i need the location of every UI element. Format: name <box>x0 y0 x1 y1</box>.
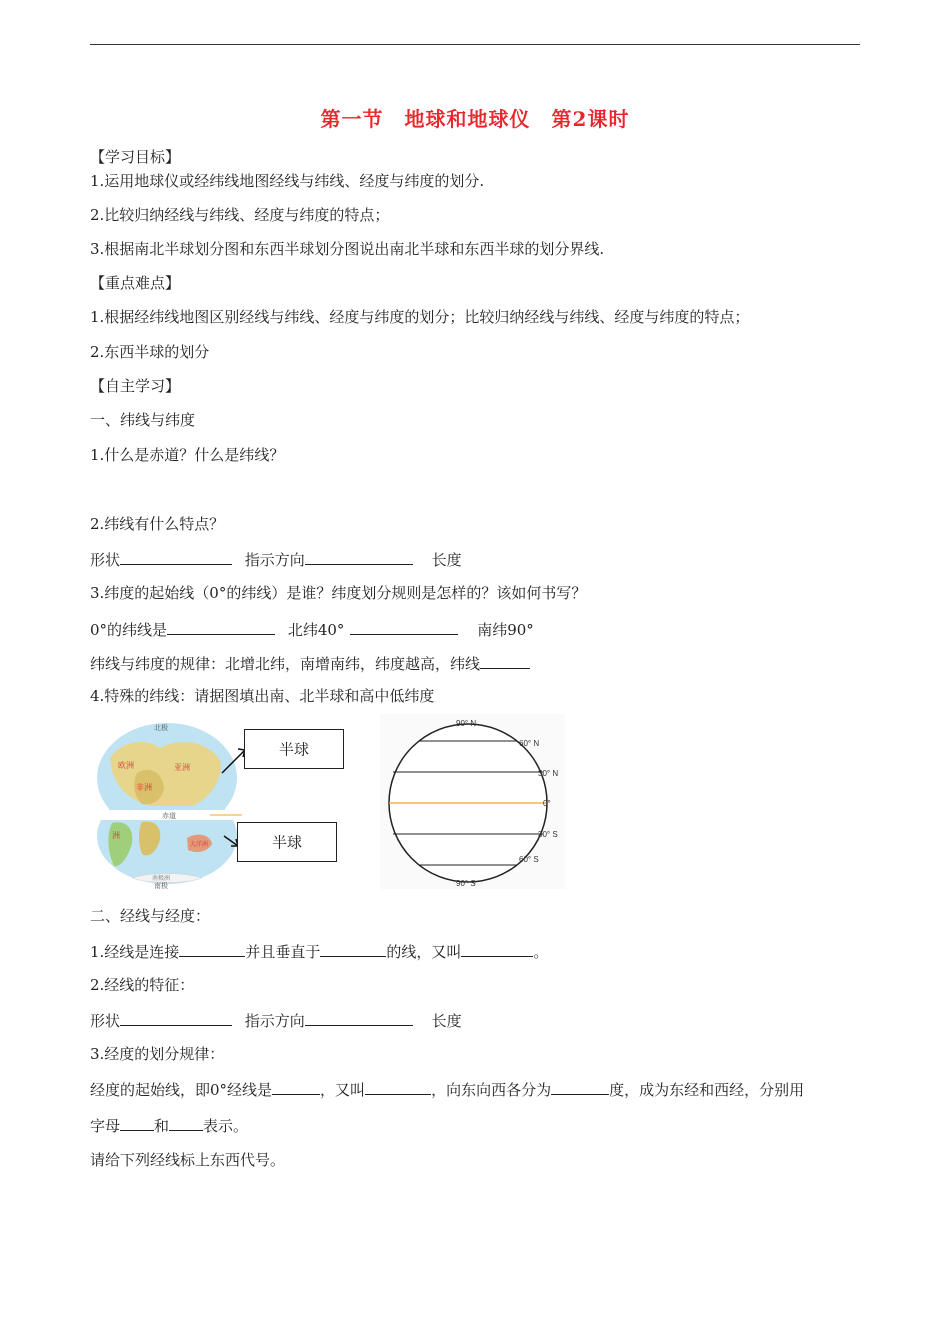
lat-label-30s: 30° S <box>538 830 558 839</box>
letter-rule-b: 和 <box>154 1117 170 1135</box>
northern-hemisphere-box-label: 半球 <box>278 740 309 759</box>
latitude-zones-figure <box>380 714 565 889</box>
meridian-def-c: 的线，又叫 <box>386 943 462 961</box>
lat-label-30n: 30° N <box>538 769 559 778</box>
direction-blank-2[interactable] <box>305 1009 413 1026</box>
meridian-def-d: 。 <box>533 943 549 961</box>
south-america-label: 洲 <box>112 831 120 840</box>
part1-q4: 4.特殊的纬线：请据图填出南、北半球和高中低纬度 <box>90 687 435 705</box>
letter-blank-1[interactable] <box>120 1114 154 1131</box>
part2-q3: 3.经度的划分规律： <box>90 1045 225 1063</box>
letter-rule-a: 字母 <box>90 1117 121 1135</box>
meridian-def-a: 1.经线是连接 <box>90 943 180 961</box>
europe-label: 欧洲 <box>118 761 134 770</box>
letter-blank-2[interactable] <box>169 1114 203 1131</box>
longitude-blank-3[interactable] <box>551 1078 609 1095</box>
lat-label-0: 0° <box>543 799 551 808</box>
direction-blank[interactable] <box>305 548 413 565</box>
southern-hemisphere-box-label: 半球 <box>271 833 302 852</box>
page-title: 第一节 地球和地球仪 第2课时 <box>320 107 630 131</box>
meridian-blank-3[interactable] <box>461 940 533 957</box>
n40-label: 北纬40° <box>287 621 345 639</box>
part1-q3-fill <box>90 618 534 640</box>
part2-q3-line1 <box>90 1078 804 1100</box>
shape-blank[interactable] <box>120 548 232 565</box>
part1-q3: 3.纬度的起始线（0°的纬线）是谁？纬度划分规则是怎样的？该如何书写？ <box>90 584 587 602</box>
part2-q3-line2 <box>90 1114 248 1136</box>
lat-label-90s: 90° S <box>456 879 476 888</box>
self-study-header: 【自主学习】 <box>90 377 181 395</box>
lat-label-90n: 90° N <box>456 719 477 728</box>
part1-q1: 1.什么是赤道？什么是纬线？ <box>90 446 285 464</box>
shape-blank-2[interactable] <box>120 1009 232 1026</box>
lat-label-60s: 60° S <box>519 855 539 864</box>
objective-3: 3.根据南北半球划分图和东西半球划分图说出南北半球和东西半球的划分界线. <box>90 240 605 258</box>
part2-final: 请给下列经线标上东西代号。 <box>90 1151 286 1169</box>
length-label: 长度 <box>431 551 462 569</box>
equator-label: 赤道 <box>162 813 176 820</box>
longitude-rule-a: 经度的起始线，即0°经线是 <box>90 1081 273 1099</box>
asia-label: 亚洲 <box>174 763 190 772</box>
longitude-blank-2[interactable] <box>365 1078 431 1095</box>
latitude-rule <box>90 652 530 674</box>
oceania-label: 大洋洲 <box>190 842 209 848</box>
part1-heading: 一、纬线与纬度 <box>90 411 196 429</box>
objectives-header: 【学习目标】 <box>90 148 181 166</box>
direction-label: 指示方向 <box>244 551 305 569</box>
africa-label: 非洲 <box>136 783 152 792</box>
shape-label-2: 形状 <box>90 1012 121 1030</box>
longitude-rule-c: ，向东向西各分为 <box>431 1081 552 1099</box>
meridian-blank-2[interactable] <box>320 940 386 957</box>
antarctica-label: 南极洲 <box>152 876 171 882</box>
longitude-rule-d: 度，成为东经和西经，分别用 <box>609 1081 805 1099</box>
longitude-blank-1[interactable] <box>272 1078 320 1095</box>
n40-blank[interactable] <box>350 618 458 635</box>
letter-rule-c: 表示。 <box>203 1117 249 1135</box>
key-point-2: 2.东西半球的划分 <box>90 343 210 361</box>
s90-label: 南纬90° <box>477 621 534 639</box>
zero-latitude-blank[interactable] <box>167 618 275 635</box>
latitude-rule-blank[interactable] <box>480 652 530 669</box>
part1-q2-fill <box>90 548 462 570</box>
part2-q1 <box>90 940 548 962</box>
meridian-def-b: 并且垂直于 <box>245 943 321 961</box>
part2-q2-fill <box>90 1009 462 1031</box>
zero-latitude-label: 0°的纬线是 <box>90 621 168 639</box>
objective-1: 1.运用地球仪或经纬线地图经线与纬线、经度与纬度的划分. <box>90 172 485 190</box>
header-rule <box>90 44 860 45</box>
north-pole-label: 北极 <box>154 725 168 732</box>
part2-q2: 2.经线的特征： <box>90 976 195 994</box>
south-pole-label: 南极 <box>154 883 168 890</box>
northern-hemisphere-box[interactable] <box>244 729 344 769</box>
latitude-rule-text: 纬线与纬度的规律：北增北纬，南增南纬，纬度越高，纬线 <box>90 655 481 673</box>
part2-heading: 二、经线与经度： <box>90 907 211 925</box>
meridian-blank-1[interactable] <box>179 940 245 957</box>
key-points-header: 【重点难点】 <box>90 274 181 292</box>
longitude-rule-b: ，又叫 <box>320 1081 366 1099</box>
part1-q2: 2.纬线有什么特点？ <box>90 515 225 533</box>
shape-label: 形状 <box>90 551 121 569</box>
length-label-2: 长度 <box>431 1012 462 1030</box>
lat-label-60n: 60° N <box>519 739 540 748</box>
objective-2: 2.比较归纳经线与纬线、经度与纬度的特点； <box>90 206 390 224</box>
southern-hemisphere-box[interactable] <box>237 822 337 862</box>
hemisphere-globe-figure <box>92 718 252 890</box>
direction-label-2: 指示方向 <box>244 1012 305 1030</box>
key-point-1: 1.根据经纬线地图区别经线与纬线、经度与纬度的划分；比较归纳经线与纬线、经度与纬度的特点； <box>90 308 750 326</box>
